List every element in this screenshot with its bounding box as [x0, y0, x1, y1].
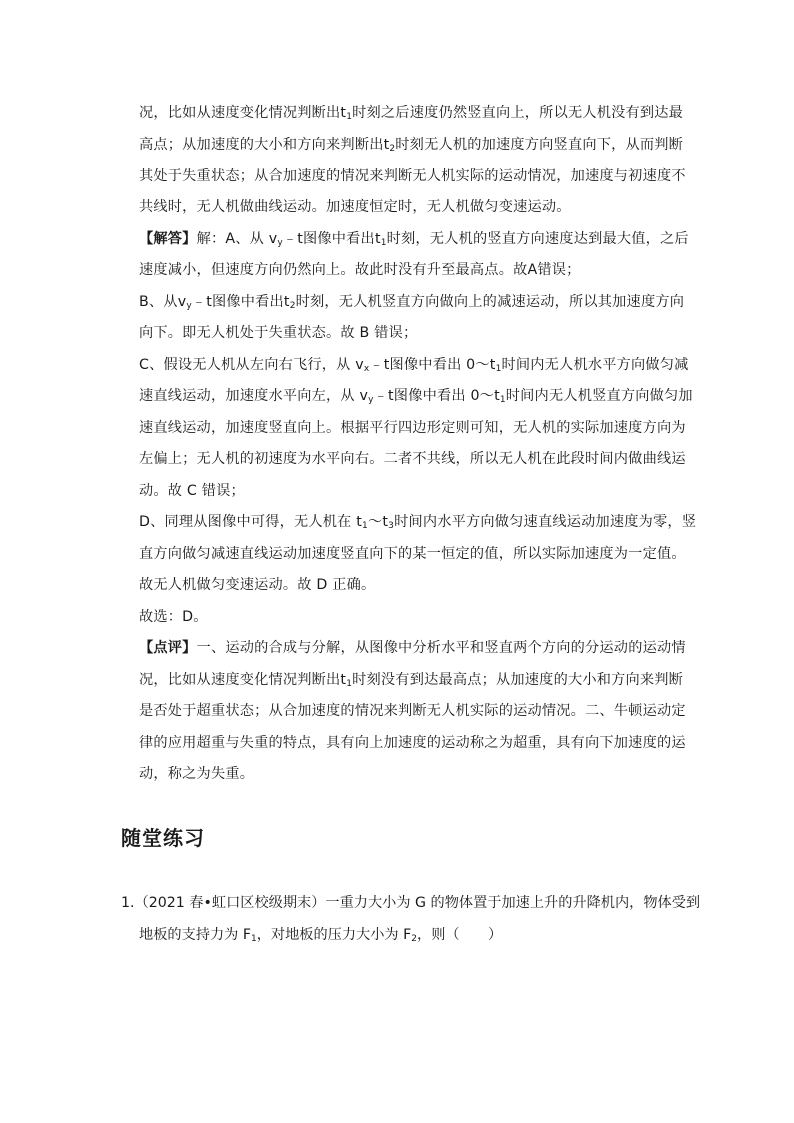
- analysis-line-1: 况，比如从速度变化情况判断出$t_1$时刻之后速度仍然竖直向上，所以无人机没有到达最: [139, 105, 684, 122]
- answer-line-d1: D、同理从图像中可得，无人机在 $t_1\sim t_3$时间内水平方向做匀速直线运动加速度为零，竖: [139, 514, 697, 531]
- analysis-line-4: 共线时，无人机做曲线运动。加速度恒定时，无人机做匀变速运动。: [139, 199, 571, 215]
- answer-line-d2: 直方向做匀减速直线运动加速度竖直向下的某一恒定的值，所以实际加速度为一定值。: [139, 546, 686, 562]
- answer-line-a2: 速度减小，但速度方向仍然向上。故此时没有升至最高点。故A错误；: [139, 262, 581, 278]
- answer-line-c4: 左偏上；无人机的初速度为水平向右。二者不共线，所以无人机在此段时间内做曲线运: [139, 451, 686, 467]
- section-title: 随堂练习: [121, 826, 205, 850]
- comment-line-5: 动，称之为失重。: [139, 766, 255, 782]
- analysis-line-3: 其处于失重状态；从合加速度的情况来判断无人机实际的运动情况，加速度与初速度不: [139, 168, 686, 184]
- analysis-line-2: 高点；从加速度的大小和方向来判断出$t_2$时刻无人机的加速度方向竖直向下，从而判断: [139, 137, 684, 154]
- answer-line-c1: C、假设无人机从左向右飞行，从 $v_x﹣t$图像中看出 $0\sim t_1$时间内无人机水平方向做匀减: [139, 357, 689, 374]
- answer-choice: 故选：D。: [139, 609, 208, 625]
- comment-tag: 【点评】: [139, 640, 197, 656]
- answer-line-d3: 故无人机做匀变速运动。故 D 正确。: [139, 577, 376, 593]
- comment-line-4: 律的应用超重与失重的特点，具有向上加速度的运动称之为超重，具有向下加速度的运: [139, 735, 686, 751]
- comment-line-2: 况，比如从速度变化情况判断出$t_1$时刻没有到达最高点；从加速度的大小和方向来判断: [139, 672, 684, 689]
- answer-line-c3: 速直线运动，加速度竖直向上。根据平行四边形定则可知，无人机的实际加速度方向为: [139, 420, 686, 436]
- answer-line-b1: B、从$v_y﹣t$图像中看出$t_2$时刻，无人机竖直方向做向上的减速运动，所以其加速度方向: [139, 294, 685, 311]
- comment-line-3: 是否处于超重状态；从合加速度的情况来判断无人机实际的运动情况。二、牛顿运动定: [139, 703, 686, 719]
- comment-line-1: 【点评】一、运动的合成与分解，从图像中分析水平和竖直两个方向的分运动的运动情: [139, 640, 686, 656]
- answer-line-c2: 速直线运动，加速度水平向左，从 $v_y﹣t$图像中看出 $0\sim t_1$时间内无人机竖直方向做匀加: [139, 388, 693, 405]
- answer-line-a1: 【解答】解：A、从 $v_y﹣t$图像中看出$t_1$时刻，无人机的竖直方向速度达到最大值，之后: [139, 231, 689, 248]
- answer-line-b2: 向下。即无人机处于失重状态。故 B 错误；: [139, 325, 418, 341]
- question-1-line-1: 1.（2021 春•虹口区校级期末）一重力大小为 G 的物体置于加速上升的升降机内，物体受到: [121, 895, 701, 911]
- answer-tag: 【解答】: [139, 231, 197, 247]
- answer-line-c5: 动。故 C 错误；: [139, 483, 245, 499]
- question-1-line-2: 地板的支持力为 $F_1$，对地板的压力大小为 $F_2$，则（ ）: [139, 927, 503, 944]
